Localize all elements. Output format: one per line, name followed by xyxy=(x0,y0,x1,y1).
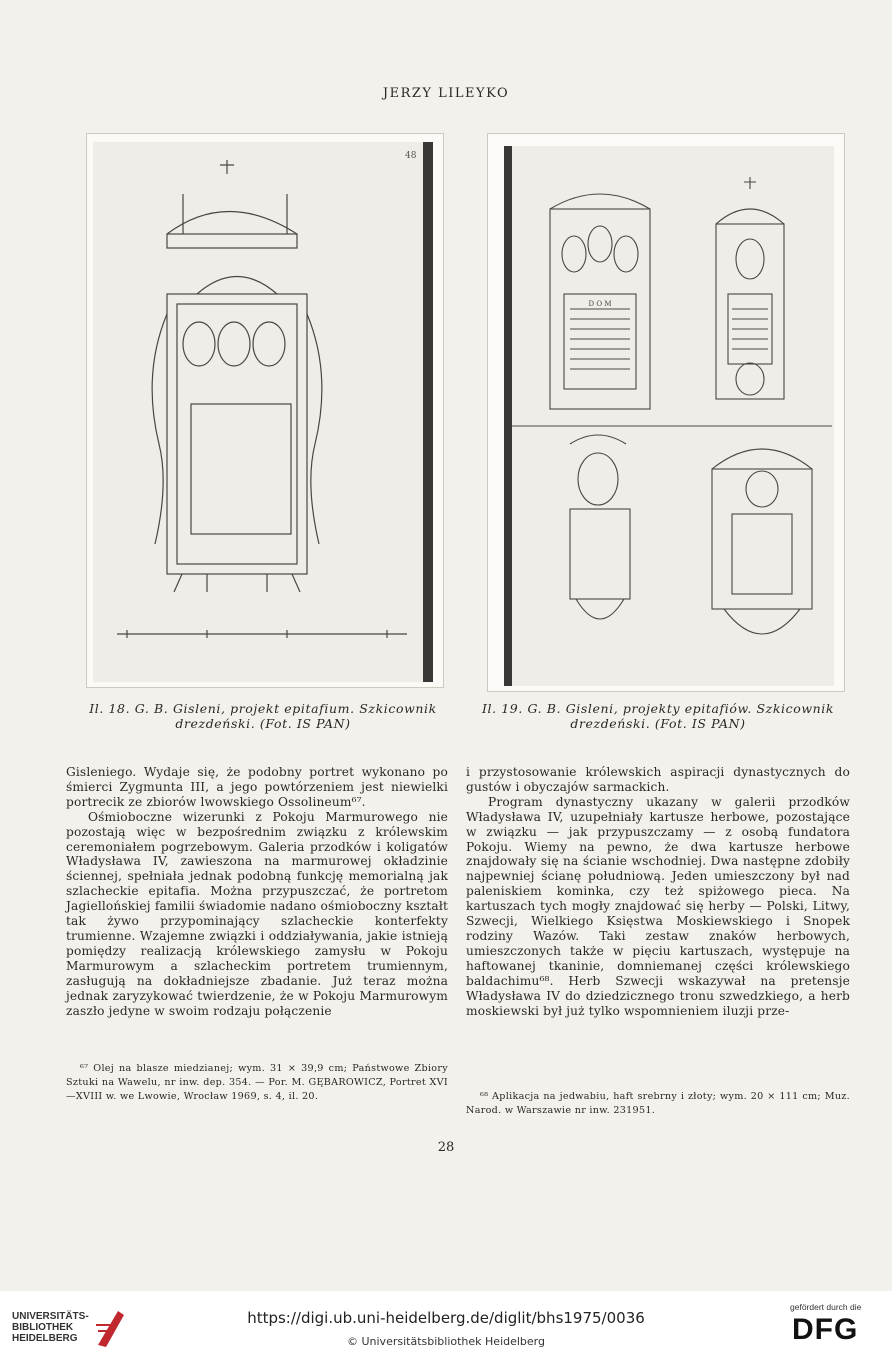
paragraph: Gisleniego. Wydaje się, że podobny portret wykonano po śmierci Zygmunta III, a jego powtórzeniem jest niewielki portrecik ze zbiorów lwowskiego Ossolineum⁶⁷. xyxy=(66,765,448,809)
figure-18-caption xyxy=(66,701,460,731)
footnote-67 xyxy=(66,1062,448,1103)
logo-line: BIBLIOTHEK xyxy=(12,1322,74,1333)
epitaph-drawing xyxy=(87,134,443,687)
panel-text: D O M xyxy=(588,300,612,308)
paragraph: Program dynastyczny ukazany w galerii przodków Władysława IV, uzupełniały kartusze herbowe, pozostające w związku — jak przypuszczamy — z osobą fundatora Pokoju. Wiemy na pewno, że dwa kartusze herbowe znajdowały się na ścianie wschodniej. Dwa następne zdobiły najpewniej ścianę południową. Jeden umieszczony był nad paleniskiem kominka, czy też spiżowego pieca. Na kartuszach tych mogły znajdować się herby — Polski, Litwy, Szwecji, Wielkiego Księstwa Moskiewskiego i Snopek rodziny Wazów. Taki zestaw znaków herbowych, umieszczonych także w pięciu kartuszach, występuje na haftowanej tkaninie, domniemanej części królewskiego baldachimu⁶⁸. Herb Szwecji wskazywał na pretensje Władysława IV do dziedzicznego tronu szwedzkiego, a herb moskiewski był już tylko wspomnieniem iluzji prze- xyxy=(466,794,850,1018)
paragraph: i przystosowanie królewskich aspiracji dynastycznych do gustów i obyczajów sarmackich. xyxy=(466,765,850,794)
footnote-text: ⁶⁷ Olej na blasze miedzianej; wym. 31 × 39,9 cm; Państwowe Zbiory Sztuki na Wawelu, nr inw. dep. 354. — Por. M. GĘBAROWICZ, Portret XVI—XVIII w. we Lwowie, Wrocław 1969, s. 4, il. 20. xyxy=(66,1063,448,1102)
footnote-text: ⁶⁸ Aplikacja na jedwabiu, haft srebrny i złoty; wym. 20 × 111 cm; Muz. Narod. w Warszawie nr inw. 231951. xyxy=(466,1091,850,1116)
left-column xyxy=(66,765,448,1018)
epitaphs-drawing xyxy=(488,134,844,691)
paragraph: Ośmioboczne wizerunki z Pokoju Marmurowego nie pozostają więc w bezpośrednim związku z królewskim ceremoniałem pogrzebowym. Galeria przodków i koligatów Władysława IV, zawieszona na marmurowej okładzinie ściennej, spełniała jednak podobną funkcję memorialną jak szlacheckie epitafia. Można przypuszczać, że portretom Jagiellońskiej familii świadomie nadano ośmioboczny kształt tak żywo przypominający szlacheckie konterfekty trumienne. Wzajemne związki i oddziaływania, jakie istnieją pomiędzy realizacją królewskiego zamysłu w Pokoju Marmurowym a szlacheckim portretem trumiennym, zasługują na dokładniejsze zbadanie. Już teraz można jednak zaryzykować twierdzenie, że w Pokoju Marmurowym zaszło jedyne w swoim rodzaju połączenie xyxy=(66,809,448,1018)
logo-line: HEIDELBERG xyxy=(12,1333,78,1344)
figure-19-image xyxy=(487,133,845,692)
logo-line: UNIVERSITÄTS- xyxy=(12,1311,89,1322)
funding-note: gefördert durch die xyxy=(790,1302,862,1312)
caption-line: Il. 18. G. B. Gisleni, projekt epitafium. Szkicownik xyxy=(89,701,437,716)
plate-mark: 48 xyxy=(405,151,417,161)
caption-line: drezdeński. (Fot. IS PAN) xyxy=(175,716,351,731)
right-column xyxy=(466,765,850,1018)
running-title: JERZY LILEYKO xyxy=(382,86,510,101)
page-number: 28 xyxy=(437,1140,455,1155)
footnote-68 xyxy=(466,1090,850,1118)
caption-line: drezdeński. (Fot. IS PAN) xyxy=(570,716,746,731)
dfg-logo[interactable]: DFG xyxy=(792,1313,859,1346)
copyright-notice: © Universitätsbibliothek Heidelberg xyxy=(346,1335,545,1348)
figure-18-image xyxy=(86,133,444,688)
permalink-url[interactable]: https://digi.ub.uni-heidelberg.de/diglit/bhs1975/0036 xyxy=(247,1309,645,1327)
figure-19-caption xyxy=(466,701,850,731)
caption-line: Il. 19. G. B. Gisleni, projekty epitafiów. Szkicownik xyxy=(481,701,835,716)
